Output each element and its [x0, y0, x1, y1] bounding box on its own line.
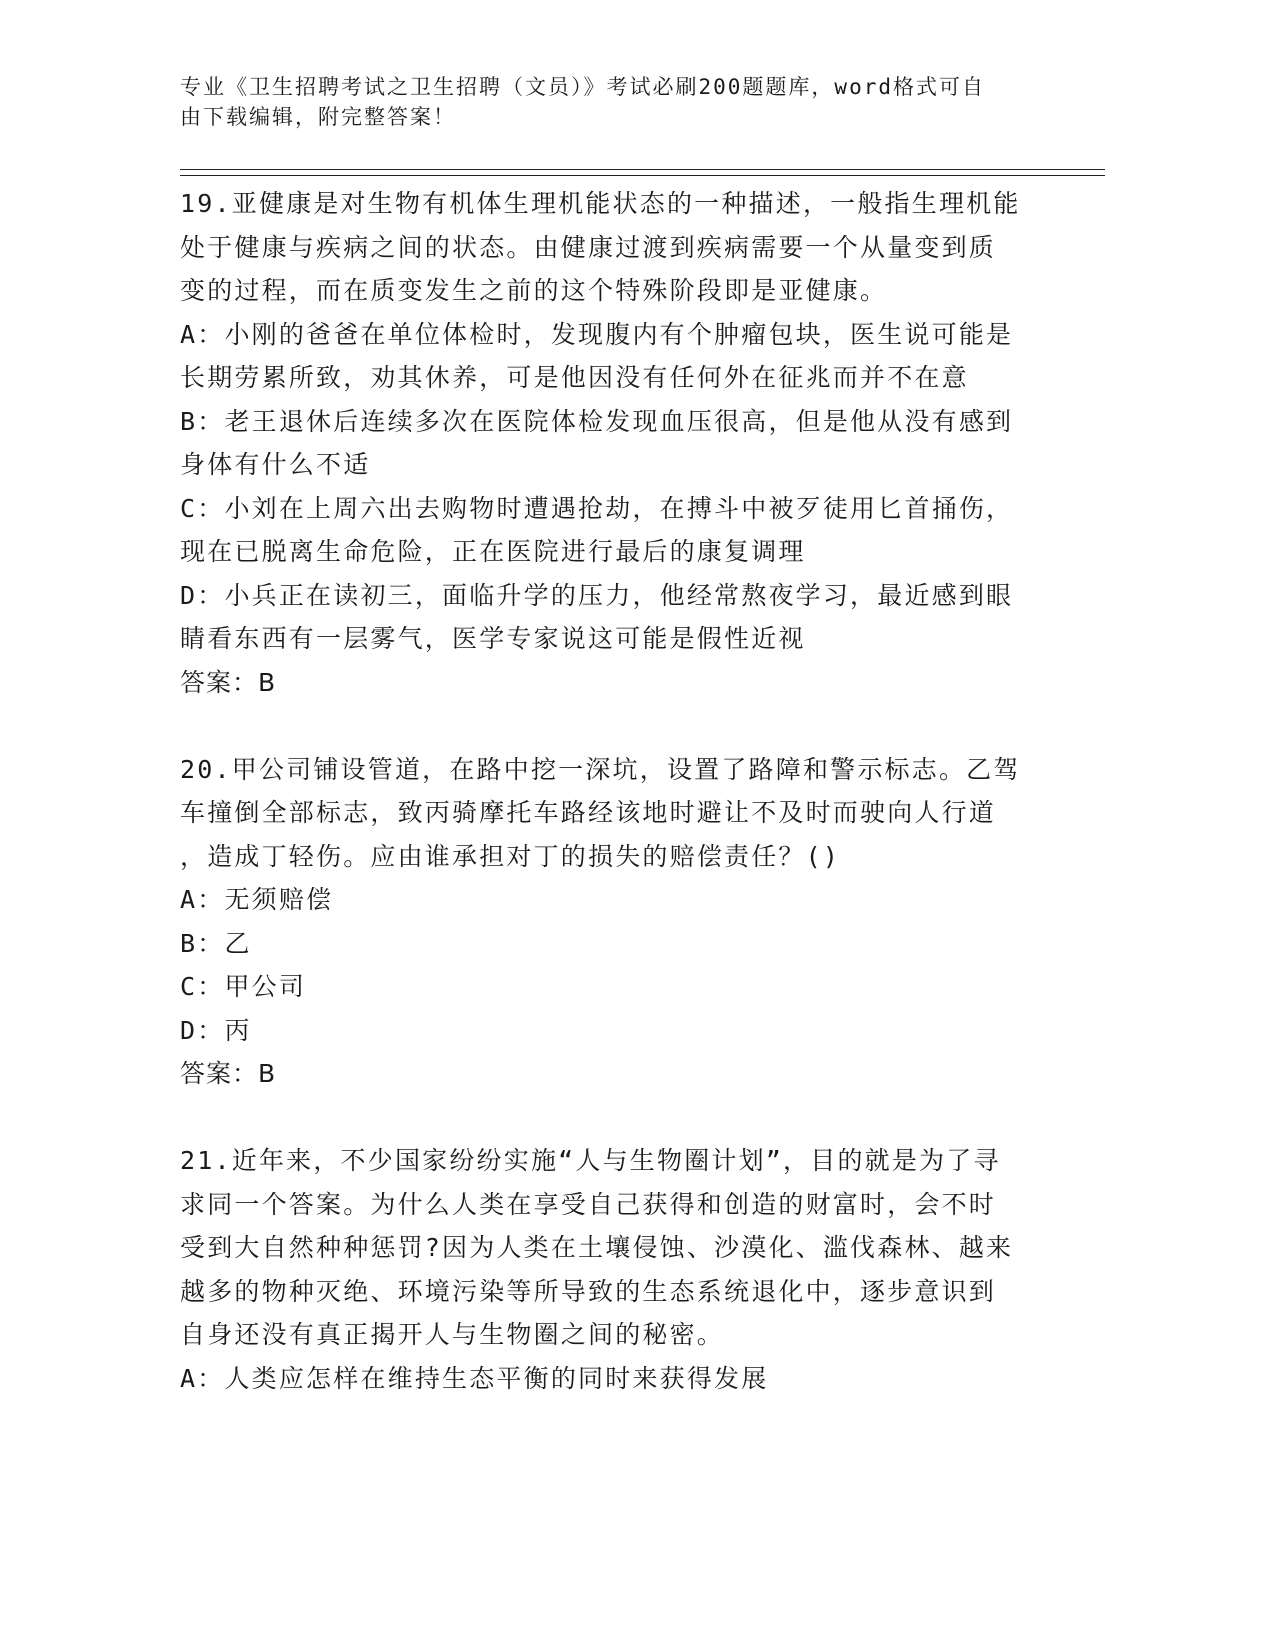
question-text-line: 20.甲公司铺设管道，在路中挖一深坑，设置了路障和警示标志。乙驾 — [180, 754, 1021, 784]
option-a: A：人类应怎样在维持生态平衡的同时来获得发展 — [180, 1363, 769, 1393]
question-text-line: 车撞倒全部标志，致丙骑摩托车路经该地时避让不及时而驶向人行道 — [180, 798, 997, 827]
question-21 — [180, 1139, 1040, 1400]
option-c-cont: 现在已脱离生命危险，正在医院进行最后的康复调理 — [180, 537, 806, 566]
question-text-line: 越多的物种灭绝、环境污染等所导致的生态系统退化中，逐步意识到 — [180, 1276, 997, 1306]
question-20 — [180, 748, 1040, 1096]
option-a: A：无须赔偿 — [180, 885, 334, 914]
document-header — [180, 72, 1040, 132]
option-b: B：老王退休后连续多次在医院体检发现血压很高，但是他从没有感到 — [180, 406, 1014, 436]
question-text-line: 受到大自然种种惩罚?因为人类在土壤侵蚀、沙漠化、滥伐森林、越来 — [180, 1233, 1014, 1262]
question-19 — [180, 182, 1040, 704]
header-rule-top — [180, 169, 1105, 170]
option-d: D：丙 — [180, 1015, 252, 1045]
question-text-line: ，造成丁轻伤。应由谁承担对丁的损失的赔偿责任？() — [180, 841, 841, 871]
question-text-line: 19.亚健康是对生物有机体生理机能状态的一种描述，一般指生理机能 — [180, 189, 1021, 218]
header-title-line-2: 由下载编辑，附完整答案！ — [180, 105, 456, 129]
option-c: C：甲公司 — [180, 972, 307, 1001]
option-b-cont: 身体有什么不适 — [180, 450, 371, 479]
option-c: C：小刘在上周六出去购物时遭遇抢劫，在搏斗中被歹徒用匕首捅伤， — [180, 493, 1014, 523]
header-title-line-1: 专业《卫生招聘考试之卫生招聘（文员）》考试必刷200题题库，word格式可自 — [180, 75, 985, 99]
question-list — [180, 182, 1040, 1400]
option-d: D：小兵正在读初三，面临升学的压力，他经常熬夜学习，最近感到眼 — [180, 580, 1014, 610]
question-text-line: 处于健康与疾病之间的状态。由健康过渡到疾病需要一个从量变到质 — [180, 232, 997, 262]
question-text-line: 21.近年来，不少国家纷纷实施“人与生物圈计划”，目的就是为了寻 — [180, 1146, 1001, 1175]
question-text-line: 求同一个答案。为什么人类在享受自己获得和创造的财富时，会不时 — [180, 1189, 997, 1219]
question-text-line: 自身还没有真正揭开人与生物圈之间的秘密。 — [180, 1320, 725, 1349]
option-a: A：小刚的爸爸在单位体检时，发现腹内有个肿瘤包块，医生说可能是 — [180, 319, 1014, 349]
answer-label: 答案：B — [180, 667, 277, 697]
option-a-cont: 长期劳累所致，劝其休养，可是他因没有任何外在征兆而并不在意 — [180, 363, 969, 392]
header-rule-bottom — [180, 175, 1105, 176]
answer-label: 答案：B — [180, 1059, 277, 1088]
question-text-line: 变的过程，而在质变发生之前的这个特殊阶段即是亚健康。 — [180, 276, 888, 305]
option-b: B：乙 — [180, 928, 252, 958]
option-d-cont: 睛看东西有一层雾气，医学专家说这可能是假性近视 — [180, 624, 806, 653]
